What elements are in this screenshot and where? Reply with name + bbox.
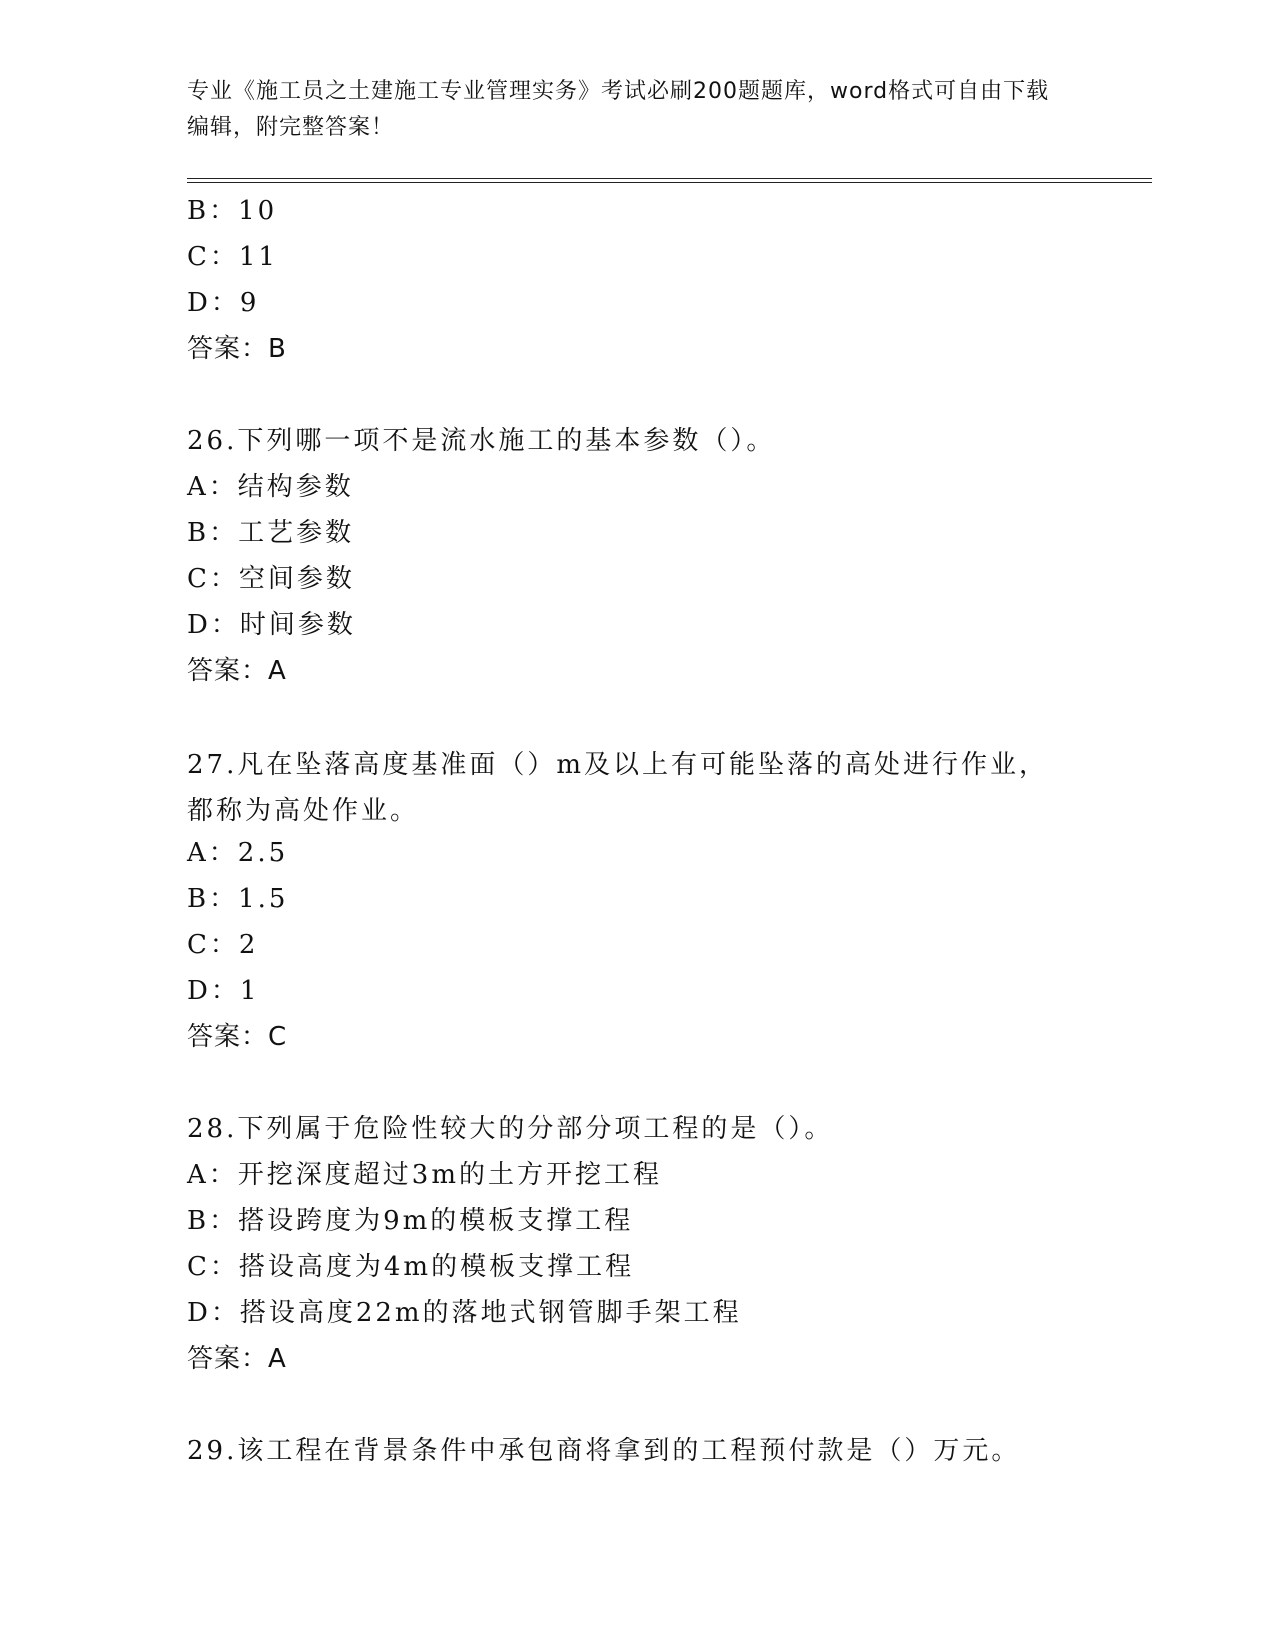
question-28-option-b: B：搭设跨度为9m的模板支撑工程 — [187, 1206, 634, 1236]
option-b: B：10 — [187, 196, 278, 226]
document-header: 专业《施工员之土建施工专业管理实务》考试必刷200题题库，word格式可自由下载编辑，附完整答案！ — [187, 79, 1050, 140]
question-27-option-b: B：1.5 — [187, 884, 289, 914]
option-d: D：9 — [187, 288, 260, 318]
question-26-stem: 26.下列哪一项不是流水施工的基本参数（）。 — [187, 426, 776, 456]
question-26-option-d: D：时间参数 — [187, 610, 356, 640]
question-27-option-d: D：1 — [187, 976, 260, 1006]
question-29-stem: 29.该工程在背景条件中承包商将拿到的工程预付款是（）万元。 — [187, 1436, 1021, 1466]
option-c: C：11 — [187, 242, 278, 272]
question-26-option-b: B：工艺参数 — [187, 518, 355, 548]
question-28-answer: 答案：A — [187, 1344, 287, 1374]
answer: 答案：B — [187, 334, 287, 364]
question-26-answer: 答案：A — [187, 656, 287, 686]
question-28-option-d: D：搭设高度22m的落地式钢管脚手架工程 — [187, 1298, 742, 1328]
question-26-option-c: C：空间参数 — [187, 564, 355, 594]
question-27-answer: 答案：C — [187, 1022, 288, 1052]
question-28-option-a: A：开挖深度超过3m的土方开挖工程 — [187, 1160, 662, 1190]
question-27-option-c: C：2 — [187, 930, 259, 960]
question-27-option-a: A：2.5 — [187, 838, 289, 868]
question-26-option-a: A：结构参数 — [187, 472, 354, 502]
question-28-option-c: C：搭设高度为4m的模板支撑工程 — [187, 1252, 635, 1282]
question-28-stem: 28.下列属于危险性较大的分部分项工程的是（）。 — [187, 1114, 834, 1144]
header-rule-top — [187, 178, 1152, 179]
header-rule-bottom — [187, 182, 1152, 183]
question-27-stem: 27.凡在坠落高度基准面（）m及以上有可能坠落的高处进行作业，都称为高处作业。 — [187, 750, 1049, 826]
